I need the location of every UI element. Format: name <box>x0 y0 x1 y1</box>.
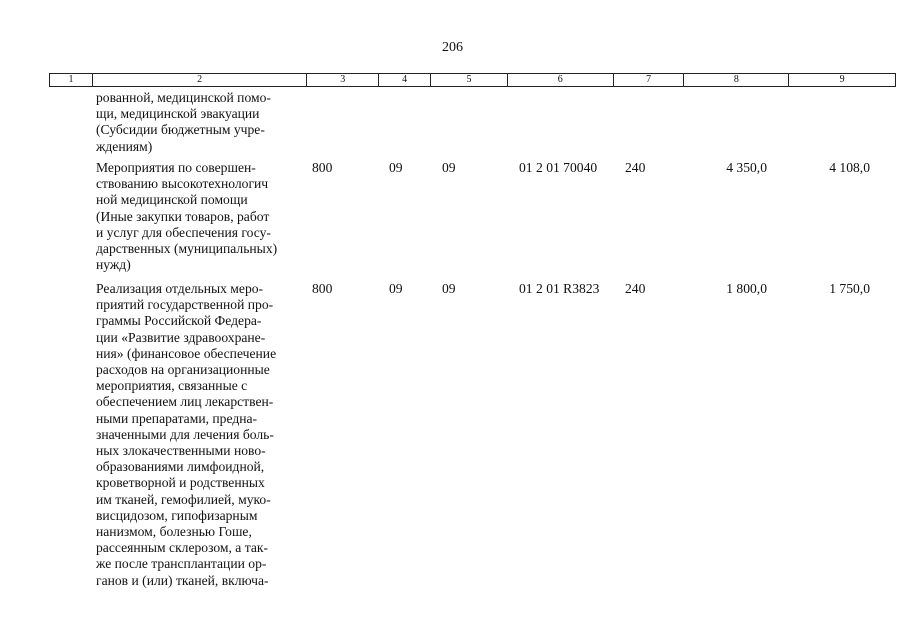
description-line: же после трансплантации ор- <box>96 556 267 572</box>
row-description <box>96 281 311 589</box>
cell-amount-year-2: 4 108,0 <box>829 160 870 175</box>
column-number-7: 7 <box>614 74 685 86</box>
description-line: граммы Российской Федера- <box>96 313 262 329</box>
cell-section: 09 <box>389 281 403 296</box>
cell-section: 09 <box>389 160 403 175</box>
cell-amount-year-1: 1 800,0 <box>726 281 767 296</box>
description-line: обеспечением лиц лекарствен- <box>96 394 274 410</box>
description-line: им тканей, гемофилией, муко- <box>96 491 271 507</box>
column-number-8: 8 <box>684 74 789 86</box>
description-line: ции «Развитие здравоохране- <box>96 329 266 345</box>
description-line: приятий государственной про- <box>96 297 274 313</box>
description-line: мероприятия, связанные с <box>96 378 248 394</box>
cell-ministry-code: 800 <box>312 160 333 175</box>
column-number-5: 5 <box>431 74 508 86</box>
row-description <box>96 90 311 155</box>
description-line: нужд) <box>96 257 131 273</box>
description-line: щи, медицинской эвакуации <box>96 106 260 122</box>
description-line: рассеянным склерозом, а так- <box>96 540 269 556</box>
description-line: (Субсидии бюджетным учре- <box>96 122 265 138</box>
cell-amount-year-2: 1 750,0 <box>829 281 870 296</box>
cell-subsection: 09 <box>442 160 456 175</box>
column-number-3: 3 <box>307 74 379 86</box>
description-line: ганов и (или) тканей, включа- <box>96 572 269 588</box>
cell-expense-type: 240 <box>625 281 646 296</box>
description-line: Мероприятия по совершен- <box>96 160 256 175</box>
cell-amount-year-1: 4 350,0 <box>726 160 767 175</box>
cell-expense-type: 240 <box>625 160 646 175</box>
description-line: расходов на организационные <box>96 362 270 378</box>
description-line: ных злокачественными ново- <box>96 443 266 459</box>
description-line: (Иные закупки товаров, работ <box>96 208 270 224</box>
table-column-header <box>49 73 896 87</box>
cell-ministry-code: 800 <box>312 281 333 296</box>
description-line: ствованию высокотехнологич <box>96 176 269 192</box>
cell-target-article: 01 2 01 70040 <box>519 160 598 175</box>
column-number-1: 1 <box>50 74 93 86</box>
description-line: значенными для лечения боль- <box>96 426 274 442</box>
description-line: Реализация отдельных меро- <box>96 281 264 296</box>
page-number: 206 <box>442 40 463 55</box>
description-line: кроветворной и родственных <box>96 475 265 491</box>
description-line: ждениям) <box>96 138 153 154</box>
row-description <box>96 160 311 273</box>
description-line: нанизмом, болезнью Гоше, <box>96 524 252 540</box>
description-line: дарственных (муниципальных) <box>96 241 278 257</box>
description-line: ной медицинской помощи <box>96 192 248 208</box>
column-number-9: 9 <box>839 74 845 85</box>
column-number-6: 6 <box>508 74 614 86</box>
description-line: образованиями лимфоидной, <box>96 459 265 475</box>
description-line: ния» (финансовое обеспечение <box>96 345 277 361</box>
description-line: рованной, медицинской помо- <box>96 90 271 105</box>
description-line: висцидозом, гипофизарным <box>96 507 258 523</box>
column-number-2: 2 <box>93 74 307 86</box>
cell-subsection: 09 <box>442 281 456 296</box>
cell-target-article: 01 2 01 R3823 <box>519 281 600 296</box>
column-number-4: 4 <box>379 74 431 86</box>
description-line: и услуг для обеспечения госу- <box>96 224 271 240</box>
description-line: ными препаратами, предна- <box>96 410 258 426</box>
